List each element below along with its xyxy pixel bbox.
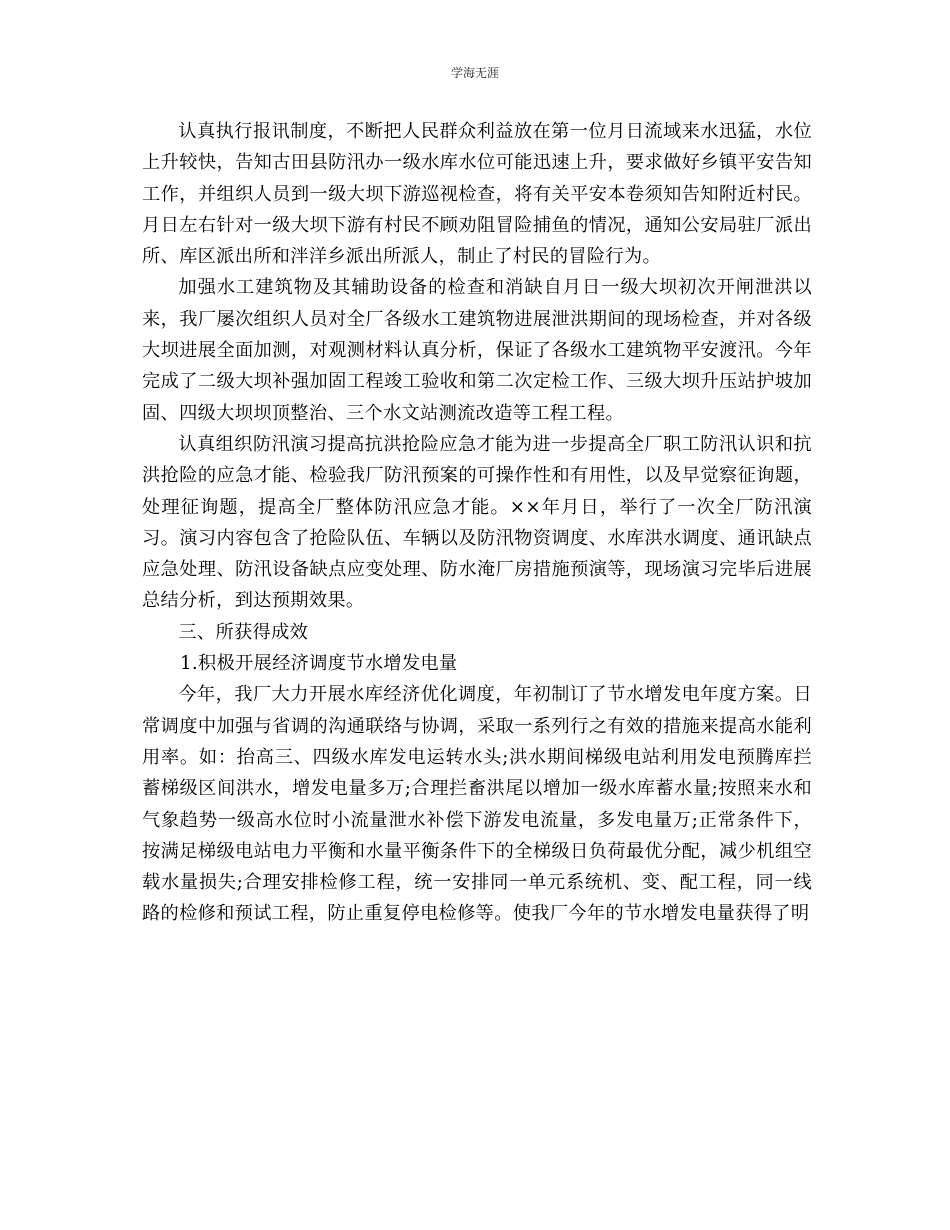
paragraph-hydraulic-inspection: 加强水工建筑物及其辅助设备的检查和消缺自月日一级大坝初次开闸泄洪以来，我厂屡次组织人员对全厂各级水工建筑物进展泄洪期间的现场检查，并对各级大坝进展全面加测，对观测材料认真分析，保证了各级水工建筑物平安渡汛。今年完成了二级大坝补强加固工程竣工验收和第二次定检工作、三级大坝升压站护坡加固、四级大坝坝顶整治、三个水文站测流改造等工程工程。 [142, 277, 812, 424]
running-header: 学海无涯 [450, 66, 499, 80]
section-heading: 三、所获得成效 [178, 621, 309, 643]
sub-heading: 1.积极开展经济调度节水增发电量 [180, 653, 458, 675]
paragraph-economic-dispatch: 今年，我厂大力开展水库经济优化调度，年初制订了节水增发电年度方案。日常调度中加强与省调的沟通联络与协调，采取一系列行之有效的措施来提高水能利用率。如：抬高三、四级水库发电运转水头;洪水期间梯级电站利用发电预腾库拦蓄梯级区间洪水，增发电量多万;合理拦畜洪尾以增加一级水库蓄水量;按照来水和气象趋势一级高水位时小流量泄水补偿下游发电流量，多发电量万;正常条件下，按满足梯级电站电力平衡和水量平衡条件下的全梯级日负荷最优分配，减少机组空载水量损失;合理安排检修工程，统一安排同一单元系统机、变、配工程，同一线路的检修和预试工程，防止重复停电检修等。使我厂今年的节水增发电量获得了明 [142, 684, 812, 925]
paragraph-flood-reporting: 认真执行报讯制度，不断把人民群众利益放在第一位月日流域来水迅猛，水位上升较快，告知古田县防汛办一级水库水位可能迅速上升，要求做好乡镇平安告知工作，并组织人员到一级大坝下游巡视检查，将有关平安本卷须知告知附近村民。月日左右针对一级大坝下游有村民不顾劝阻冒险捕鱼的情况，通知公安局驻厂派出所、库区派出所和泮洋乡派出所派人，制止了村民的冒险行为。 [142, 121, 812, 268]
paragraph-flood-drill: 认真组织防汛演习提高抗洪抢险应急才能为进一步提高全厂职工防汛认识和抗洪抢险的应急才能、检验我厂防汛预案的可操作性和有用性，以及早觉察征询题，处理征询题，提高全厂整体防汛应急才能。××年月日，举行了一次全厂防汛演习。演习内容包含了抢险队伍、车辆以及防汛物资调度、水库洪水调度、通讯缺点应急处理、防汛设备缺点应变处理、防水淹厂房措施预演等，现场演习完毕后进展总结分析，到达预期效果。 [142, 433, 812, 612]
document-body [142, 116, 812, 930]
